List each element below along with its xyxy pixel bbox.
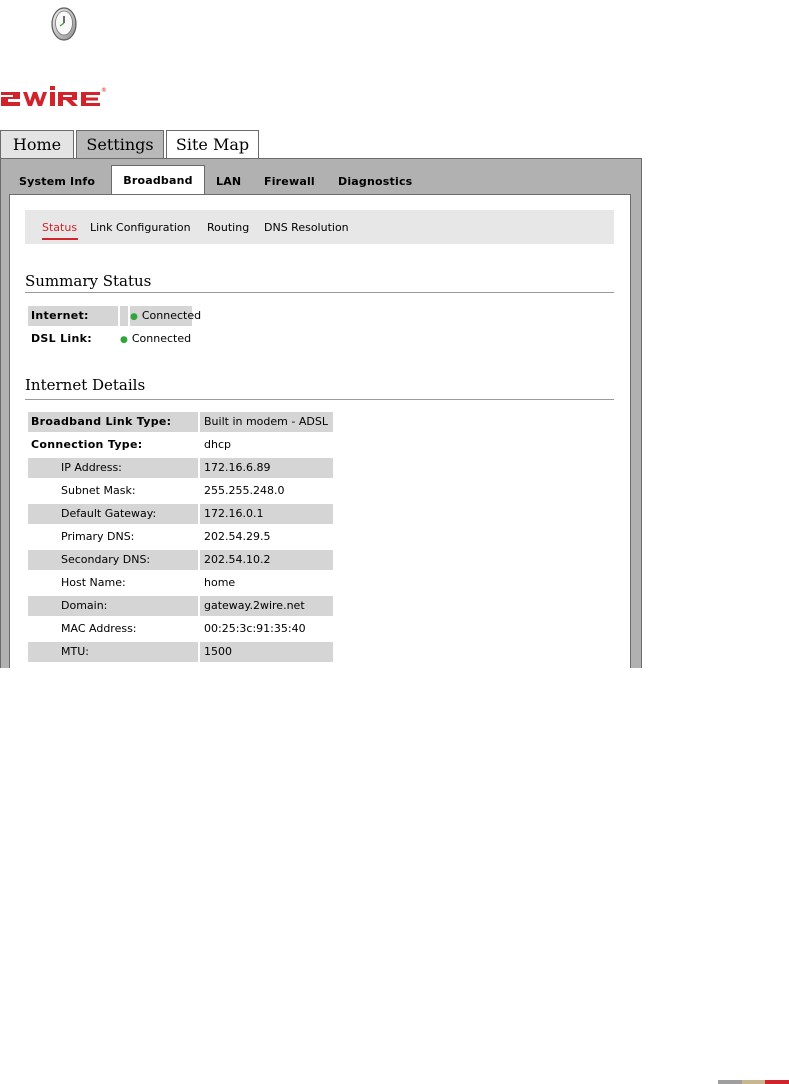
dsl-link-value: Connected	[131, 332, 192, 345]
internet-label: Internet:	[28, 306, 118, 326]
ip-address-label: IP Address:	[28, 458, 198, 478]
internet-spacer	[120, 306, 128, 326]
internet-status	[130, 306, 202, 326]
subnav-routing[interactable]: Routing	[207, 221, 250, 234]
domain-value: gateway.2wire.net	[200, 596, 333, 616]
host-name-label: Host Name:	[61, 576, 126, 589]
tab-settings[interactable]: Settings	[76, 130, 164, 158]
svg-text:®: ®	[101, 87, 107, 94]
tab-home[interactable]: Home	[0, 130, 74, 158]
clock-icon	[50, 6, 78, 42]
broadband-link-type-value: Built in modem - ADSL	[200, 412, 333, 432]
status-dot-icon: ●	[120, 335, 128, 345]
default-gateway-value: 172.16.0.1	[200, 504, 333, 524]
subnav-status[interactable]: Status	[42, 221, 78, 234]
primary-dns-value: 202.54.29.5	[204, 530, 271, 543]
subnav-link-configuration[interactable]: Link Configuration	[90, 221, 191, 234]
tab-firewall[interactable]: Firewall	[264, 175, 315, 188]
primary-dns-label: Primary DNS:	[61, 530, 135, 543]
tab-system-info[interactable]: System Info	[19, 175, 96, 188]
internet-value: Connected	[141, 309, 202, 322]
subnet-mask-value: 255.255.248.0	[204, 484, 285, 497]
secondary-dns-value: 202.54.10.2	[200, 550, 333, 570]
broadband-subnav	[25, 210, 614, 244]
domain-label: Domain:	[28, 596, 198, 616]
dsl-link-label: DSL Link:	[31, 332, 92, 345]
summary-status-heading: Summary Status	[25, 272, 152, 290]
internet-details-heading: Internet Details	[25, 376, 146, 394]
secondary-dns-label: Secondary DNS:	[28, 550, 198, 570]
details-divider	[25, 399, 614, 400]
mtu-value: 1500	[200, 642, 333, 662]
subnet-mask-label: Subnet Mask:	[61, 484, 136, 497]
mac-address-label: MAC Address:	[61, 622, 137, 635]
mtu-label: MTU:	[28, 642, 198, 662]
connection-type-label: Connection Type:	[31, 438, 143, 451]
mac-address-value: 00:25:3c:91:35:40	[204, 622, 306, 635]
decorative-color-bar	[718, 1080, 789, 1084]
host-name-value: home	[204, 576, 236, 589]
broadband-link-type-label: Broadband Link Type:	[28, 412, 198, 432]
tab-lan[interactable]: LAN	[216, 175, 242, 188]
brand-logo	[0, 82, 135, 112]
tab-site-map[interactable]: Site Map	[166, 130, 259, 158]
dsl-link-status	[120, 329, 200, 349]
tab-diagnostics[interactable]: Diagnostics	[338, 175, 413, 188]
connection-type-value: dhcp	[204, 438, 231, 451]
active-underline	[42, 238, 78, 240]
summary-divider	[25, 292, 614, 293]
ip-address-value: 172.16.6.89	[200, 458, 333, 478]
default-gateway-label: Default Gateway:	[28, 504, 198, 524]
status-dot-icon: ●	[130, 312, 138, 322]
subnav-dns-resolution[interactable]: DNS Resolution	[264, 221, 349, 234]
tab-broadband[interactable]: Broadband	[111, 165, 205, 196]
